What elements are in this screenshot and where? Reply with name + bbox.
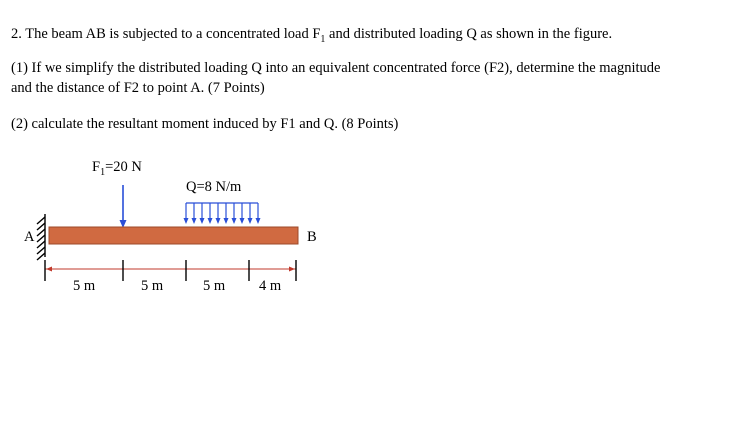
- f1-load-arrow: [120, 185, 127, 228]
- part1-line1: (1) If we simplify the distributed loading Q into an equivalent concentrated force (F2), determine the magnitude: [11, 60, 661, 76]
- f1-label-suffix: =20 N: [105, 159, 142, 175]
- dimension-label-3: 5 m: [203, 278, 226, 294]
- part2-text: (2) calculate the resultant moment induced by F1 and Q. (8 Points): [11, 116, 399, 132]
- part1-line2: and the distance of F2 to point A. (7 Points): [11, 80, 265, 96]
- f1-label-prefix: F: [92, 159, 101, 175]
- dimension-label-2: 5 m: [141, 278, 164, 294]
- f1-label-sub: 1: [100, 167, 106, 178]
- point-a-label: A: [24, 229, 35, 245]
- point-b-label: B: [307, 229, 317, 245]
- dimension-label-1: 5 m: [73, 278, 96, 294]
- q-label: Q=8 N/m: [186, 179, 242, 195]
- f1-label: [92, 159, 142, 178]
- fixed-support-icon: [37, 214, 45, 260]
- problem-title-suffix: and distributed loading Q as shown in the figure.: [325, 26, 613, 42]
- problem-title-subscript: 1: [320, 33, 326, 45]
- problem-title-prefix: 2. The beam AB is subjected to a concentrated load F: [11, 26, 321, 42]
- beam: [49, 227, 298, 244]
- dimension-label-4: 4 m: [259, 278, 282, 294]
- distributed-load-arrows: [184, 203, 261, 224]
